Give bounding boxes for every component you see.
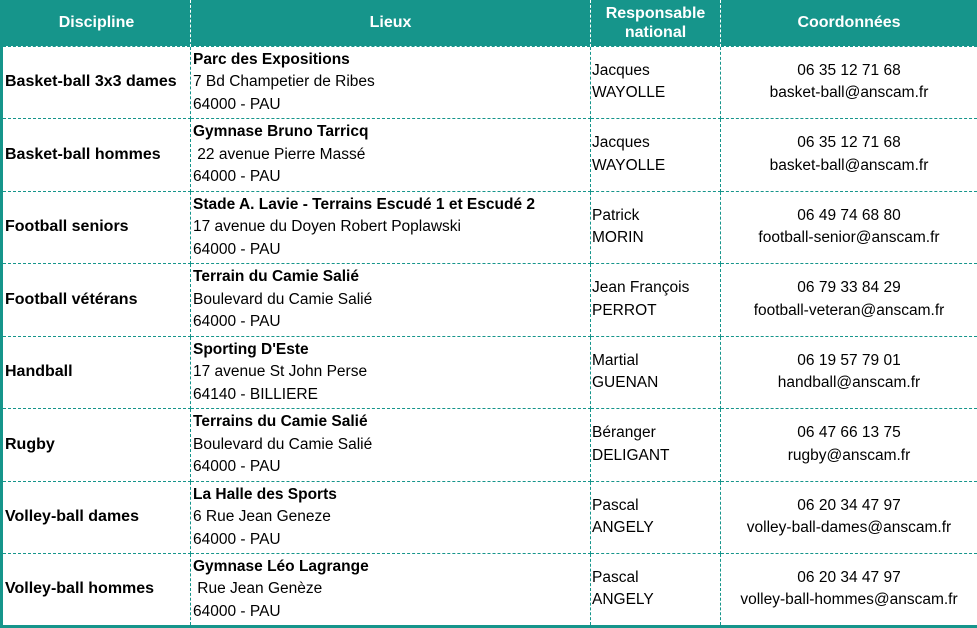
responsible-cell <box>591 191 721 264</box>
responsible-first-name: Patrick <box>592 205 718 228</box>
venue-address: 7 Bd Champetier de Ribes <box>193 71 588 94</box>
location-cell <box>191 119 591 192</box>
table-row <box>2 119 977 192</box>
responsible-first-name: Jacques <box>592 60 718 83</box>
contact-cell <box>721 119 977 192</box>
discipline-cell: Basket-ball 3x3 dames <box>2 46 191 119</box>
email-address: volley-ball-dames@anscam.fr <box>723 517 975 540</box>
phone-number: 06 19 57 79 01 <box>723 350 975 373</box>
responsible-first-name: Pascal <box>592 567 718 590</box>
contact-cell <box>721 336 977 409</box>
table-header <box>2 0 977 46</box>
table-row <box>2 481 977 554</box>
header-lieux: Lieux <box>191 0 591 46</box>
venue-name: Parc des Expositions <box>193 49 588 72</box>
table-row <box>2 409 977 482</box>
responsible-last-name: WAYOLLE <box>592 155 718 178</box>
responsible-last-name: ANGELY <box>592 517 718 540</box>
responsible-last-name: MORIN <box>592 227 718 250</box>
venue-city: 64000 - PAU <box>193 94 588 117</box>
email-address: handball@anscam.fr <box>723 372 975 395</box>
table-row <box>2 264 977 337</box>
header-responsable-line1: Responsable <box>593 4 718 23</box>
contact-cell <box>721 481 977 554</box>
responsible-first-name: Béranger <box>592 422 718 445</box>
responsible-first-name: Pascal <box>592 495 718 518</box>
venue-name: Gymnase Bruno Tarricq <box>193 121 588 144</box>
venue-name: Terrains du Camie Salié <box>193 411 588 434</box>
responsible-last-name: PERROT <box>592 300 718 323</box>
contact-cell <box>721 554 977 627</box>
email-address: basket-ball@anscam.fr <box>723 155 975 178</box>
email-address: rugby@anscam.fr <box>723 445 975 468</box>
venue-address: Boulevard du Camie Salié <box>193 289 588 312</box>
table-row <box>2 336 977 409</box>
header-discipline: Discipline <box>2 0 191 46</box>
header-row <box>2 0 977 46</box>
location-cell <box>191 46 591 119</box>
email-address: volley-ball-hommes@anscam.fr <box>723 589 975 612</box>
responsible-last-name: DELIGANT <box>592 445 718 468</box>
phone-number: 06 49 74 68 80 <box>723 205 975 228</box>
responsible-last-name: GUENAN <box>592 372 718 395</box>
venue-address: Rue Jean Genèze <box>193 578 588 601</box>
responsible-cell <box>591 554 721 627</box>
venue-address: 6 Rue Jean Geneze <box>193 506 588 529</box>
discipline-cell: Volley-ball hommes <box>2 554 191 627</box>
discipline-cell: Football seniors <box>2 191 191 264</box>
responsible-cell <box>591 481 721 554</box>
responsible-cell <box>591 264 721 337</box>
venue-address: 17 avenue du Doyen Robert Poplawski <box>193 216 588 239</box>
location-cell <box>191 409 591 482</box>
discipline-cell: Handball <box>2 336 191 409</box>
venue-city: 64000 - PAU <box>193 601 588 624</box>
venue-address: 22 avenue Pierre Massé <box>193 144 588 167</box>
email-address: basket-ball@anscam.fr <box>723 82 975 105</box>
venue-city: 64140 - BILLIERE <box>193 384 588 407</box>
responsible-last-name: ANGELY <box>592 589 718 612</box>
phone-number: 06 47 66 13 75 <box>723 422 975 445</box>
responsible-cell <box>591 46 721 119</box>
discipline-cell: Volley-ball dames <box>2 481 191 554</box>
responsible-first-name: Jacques <box>592 132 718 155</box>
table-row <box>2 46 977 119</box>
phone-number: 06 35 12 71 68 <box>723 60 975 83</box>
location-cell <box>191 264 591 337</box>
venue-name: Gymnase Léo Lagrange <box>193 556 588 579</box>
phone-number: 06 20 34 47 97 <box>723 495 975 518</box>
location-cell <box>191 336 591 409</box>
responsible-first-name: Jean François <box>592 277 718 300</box>
table-body <box>2 46 977 626</box>
table-row <box>2 191 977 264</box>
venue-name: La Halle des Sports <box>193 484 588 507</box>
responsible-last-name: WAYOLLE <box>592 82 718 105</box>
venue-city: 64000 - PAU <box>193 311 588 334</box>
discipline-cell: Football vétérans <box>2 264 191 337</box>
venue-address: Boulevard du Camie Salié <box>193 434 588 457</box>
location-cell <box>191 481 591 554</box>
email-address: football-veteran@anscam.fr <box>723 300 975 323</box>
discipline-cell: Basket-ball hommes <box>2 119 191 192</box>
contact-cell <box>721 46 977 119</box>
venue-name: Sporting D'Este <box>193 339 588 362</box>
location-cell <box>191 191 591 264</box>
phone-number: 06 20 34 47 97 <box>723 567 975 590</box>
responsible-cell <box>591 336 721 409</box>
venue-city: 64000 - PAU <box>193 456 588 479</box>
header-responsable <box>591 0 721 46</box>
venue-city: 64000 - PAU <box>193 529 588 552</box>
discipline-cell: Rugby <box>2 409 191 482</box>
phone-number: 06 79 33 84 29 <box>723 277 975 300</box>
header-coordonnees: Coordonnées <box>721 0 977 46</box>
contact-cell <box>721 409 977 482</box>
venue-address: 17 avenue St John Perse <box>193 361 588 384</box>
header-responsable-line2: national <box>593 23 718 42</box>
responsible-cell <box>591 409 721 482</box>
contact-cell <box>721 191 977 264</box>
table-row <box>2 554 977 627</box>
location-cell <box>191 554 591 627</box>
venue-city: 64000 - PAU <box>193 166 588 189</box>
venue-name: Terrain du Camie Salié <box>193 266 588 289</box>
responsible-first-name: Martial <box>592 350 718 373</box>
email-address: football-senior@anscam.fr <box>723 227 975 250</box>
phone-number: 06 35 12 71 68 <box>723 132 975 155</box>
venue-name: Stade A. Lavie - Terrains Escudé 1 et Escudé 2 <box>193 194 588 217</box>
responsible-cell <box>591 119 721 192</box>
venue-city: 64000 - PAU <box>193 239 588 262</box>
contact-cell <box>721 264 977 337</box>
